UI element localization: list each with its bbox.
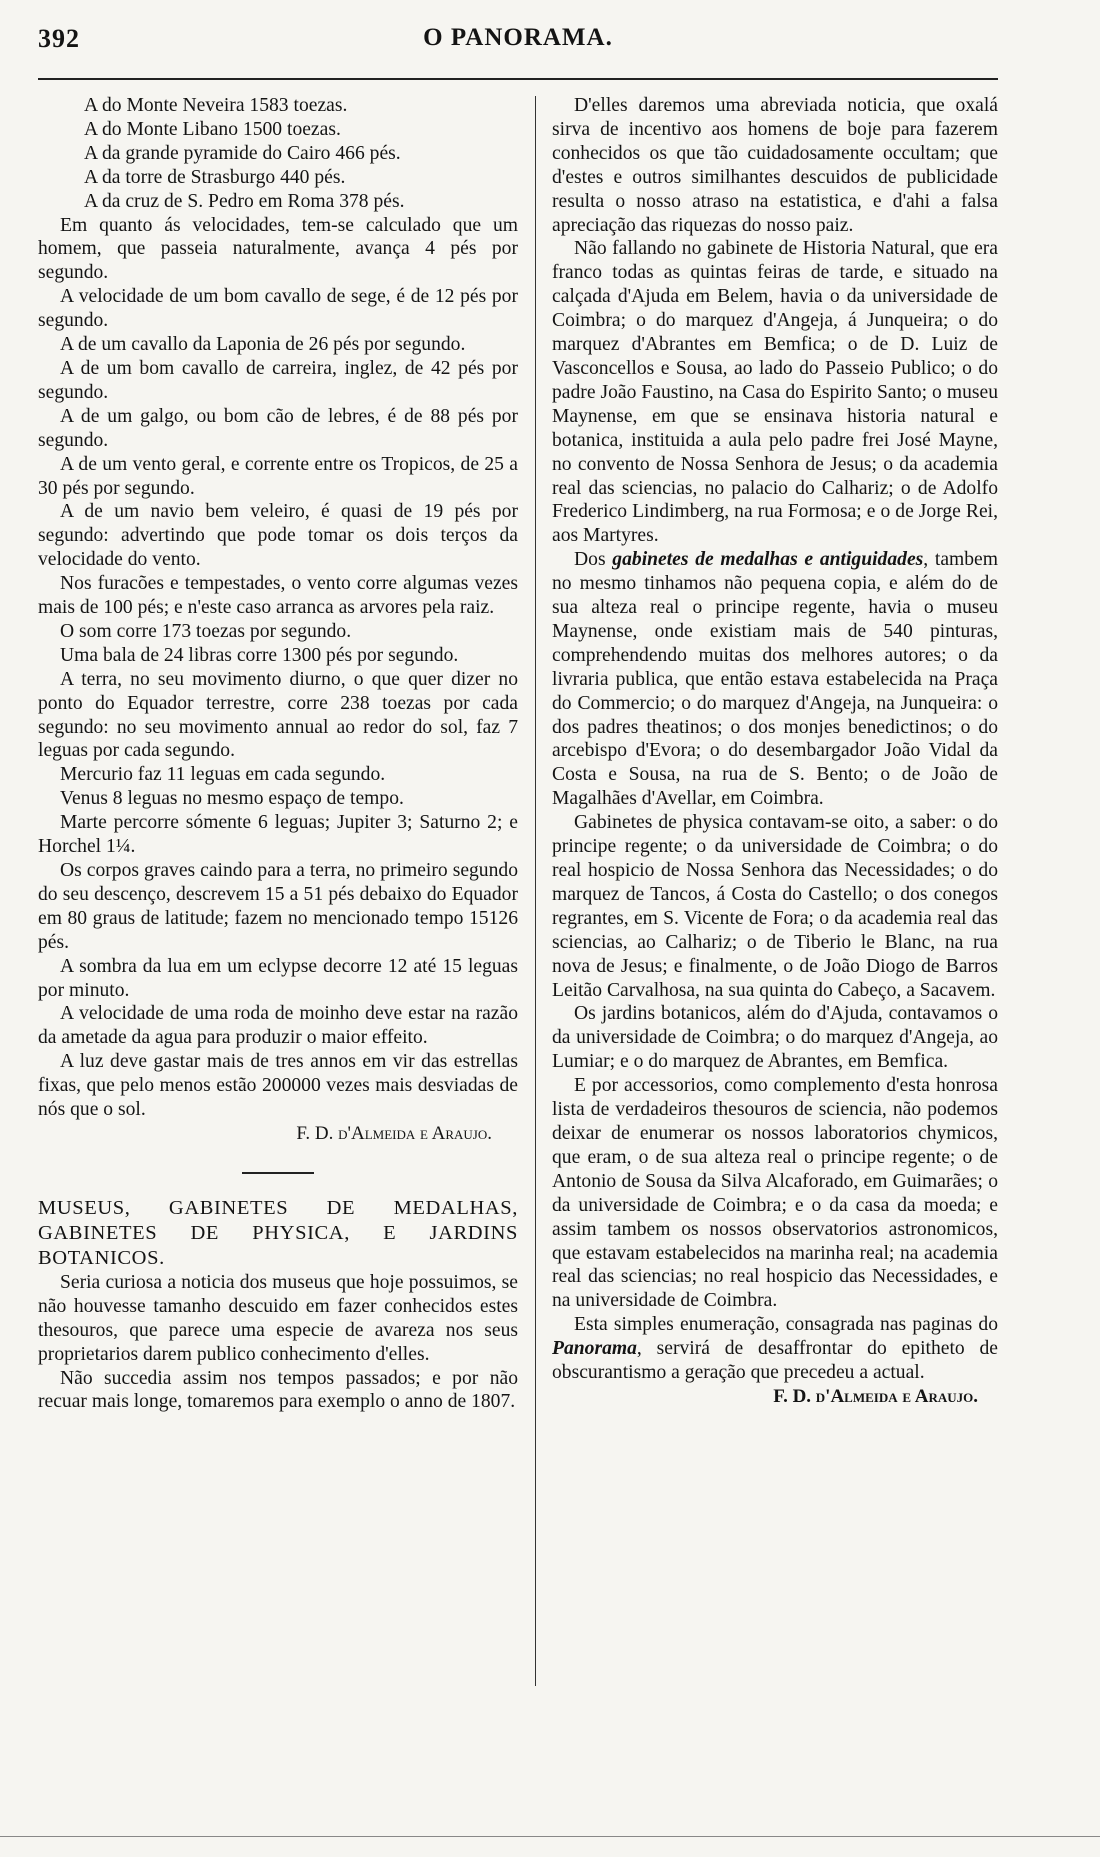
left-column <box>38 94 518 1414</box>
velocity-paragraph: Mercurio faz 11 leguas em cada segundo. <box>60 764 386 786</box>
page-bottom-edge <box>0 1836 1100 1837</box>
velocity-paragraph: Em quanto ás velocidades, tem-se calculado que um homem, que passeia naturalmente, avança 4 pés por segundo. <box>38 214 518 284</box>
journal-title: O PANORAMA. <box>423 24 613 51</box>
height-line: A da grande pyramide do Cairo 466 pés. <box>84 142 401 164</box>
velocity-paragraph: A velocidade de uma roda de moinho deve estar na razão da ametade da agua para produzir o maior effeito. <box>38 1003 518 1049</box>
body-paragraph <box>552 1313 998 1385</box>
velocity-paragraph: Venus 8 leguas no mesmo espaço de tempo. <box>60 788 404 810</box>
velocity-paragraph: A luz deve gastar mais de tres annos em vir das estrellas fixas, que pelo menos estão 200000 vezes mais desviadas de nós que o sol. <box>38 1051 518 1121</box>
section-separator <box>242 1172 314 1174</box>
height-line: A da torre de Strasburgo 440 pés. <box>84 166 346 188</box>
velocity-paragraph: A sombra da lua em um eclypse decorre 12 até 15 leguas por minuto. <box>38 955 518 1001</box>
body-paragraph: E por accessorios, como complemento d'esta honrosa lista de verdadeiros thesouros de sciencia, não podemos deixar de enumerar os nossos laboratorios chymicos, que eram, o de sua alteza real o principe regente; o de Antonio de Sousa da Silva Alcaforado, em Guimarães; o da universidade de Coimbra; e o da casa da moeda; e assim tambem os nossos observatorios astronomicos, que estavam estabelecidos na marinha real; na academia real das sciencias; no real hospicio das Necessidades, e na universidade de Coimbra. <box>552 1075 998 1312</box>
author-signature: F. D. d'Almeida e Araujo. <box>296 1122 492 1144</box>
body-paragraph: D'elles daremos uma abreviada noticia, que oxalá sirva de incentivo aos homens de boje para fazerem conhecidos os que tão cuidadosamente occultam; que d'estes e outros similhantes descuidos de publicidade resulta o nosso atraso na estatistica, e d'ahi a falsa apreciação das riquezas do nosso paiz. <box>552 95 998 236</box>
section-title: MUSEUS, GABINETES DE MEDALHAS, GABINETES DE PHYSICA, E JARDINS BOTANICOS. <box>38 1196 518 1269</box>
body-paragraph: Não fallando no gabinete de Historia Natural, que era franco todas as quintas feiras de tarde, e situado na calçada d'Ajuda em Belem, havia o da universidade de Coimbra; o do marquez d'Angeja, á Junqueira; o do marquez d'Abrantes em Bemfica; o de D. Luiz de Vasconcellos e Sousa, ao lado do Passeio Publico; o do padre João Faustino, na Casa do Espirito Santo; o museu Maynense, em que se ensinava historia natural e botanica, instituida a aula pelo padre frei José Mayne, no convento de Nossa Senhora de Jesus; o da academia real das sciencias, no palacio do Calhariz; o de Adolfo Frederico Lindimberg, na rua Formosa; e o de Jorge Rei, aos Martyres. <box>552 238 998 547</box>
header-rule <box>38 78 998 80</box>
paragraph-lead: Esta simples enumeração, consagrada nas paginas do <box>574 1314 998 1336</box>
velocity-paragraph: A de um galgo, ou bom cão de lebres, é de 88 pés por segundo. <box>38 405 518 451</box>
height-line: A do Monte Neveira 1583 toezas. <box>84 95 348 116</box>
column-divider <box>535 96 536 1686</box>
museum-paragraph: Seria curiosa a noticia dos museus que hoje possuimos, se não houvesse tamanho descuido em fazer conhecidos estes thesouros, que parece uma especie de avareza nos seus proprietarios darem publico conhecimento d'elles. <box>38 1271 518 1365</box>
museum-paragraph: Não succedia assim nos tempos passados; e por não recuar mais longe, tomaremos para exemplo o anno de 1807. <box>38 1367 518 1413</box>
right-column <box>552 94 998 1409</box>
velocity-paragraph: Marte percorre sómente 6 leguas; Jupiter 3; Saturno 2; e Horchel 1¼. <box>38 812 518 858</box>
velocity-paragraph: A de um navio bem veleiro, é quasi de 19 pés por segundo: advertindo que pode tomar os dois terços da velocidade do vento. <box>38 501 518 571</box>
body-paragraph: Os jardins botanicos, além do d'Ajuda, contavamos o da universidade de Coimbra; o do marquez d'Angeja, ao Lumiar; e o do marquez de Abrantes, em Bemfica. <box>552 1003 998 1073</box>
body-paragraph <box>552 548 998 811</box>
paragraph-rest: , tambem no mesmo tinhamos não pequena copia, e além do de sua alteza real o principe regente, havia o museu Maynense, onde existiam mais de 540 pinturas, comprehendendo muitas dos melhores autores; o da livraria publica, que então estava estabelecida na Praça do Commercio; o do marquez d'Angeja, na Junqueira: o dos padres theatinos; o dos monjes benedictinos; o do arcebispo d'Evora; o do desembargador João Vidal da Costa e Sousa, na rua de S. Bento; o de João de Magalhães d'Avellar, em Coimbra. <box>552 549 998 810</box>
paragraph-lead: Dos <box>574 549 613 571</box>
height-line: A da cruz de S. Pedro em Roma 378 pés. <box>84 190 405 212</box>
body-paragraph: Gabinetes de physica contavam-se oito, a saber: o do principe regente; o da universidade de Coimbra; o do real hospicio de Nossa Senhora das Necessidades; o do marquez de Tancos, á Costa do Castello; o dos conegos regrantes, em S. Vicente de Fora; o da academia real das sciencias, ao Calhariz; o de Tiberio le Blanc, na rua nova de Jesus; e finalmente, o de João Diogo de Barros Leitão Carvalhosa, na sua quinta do Cabeço, a Sacavem. <box>552 812 998 1001</box>
velocity-paragraph: Os corpos graves caindo para a terra, no primeiro segundo do seu descenço, descrevem 15 a 51 pés debaixo do Equador em 80 graus de latitude; fazem no mencionado tempo 15126 pés. <box>38 860 518 953</box>
velocity-paragraph: Nos furacões e tempestades, o vento corre algumas vezes mais de 100 pés; e n'este caso arranca as arvores pela raiz. <box>38 573 518 619</box>
velocity-paragraph: A de um cavallo da Laponia de 26 pés por segundo. <box>60 334 466 356</box>
velocity-paragraph: A de um bom cavallo de carreira, inglez, de 42 pés por segundo. <box>38 357 518 403</box>
velocity-paragraph: A de um vento geral, e corrente entre os Tropicos, de 25 a 30 pés por segundo. <box>38 453 518 499</box>
emphasis-text: gabinetes de medalhas e antiguidades <box>612 549 924 571</box>
paragraph-rest: , servirá de desaffrontar do epitheto de obscurantismo a geração que precedeu a actual. <box>552 1338 998 1384</box>
velocity-paragraph: A terra, no seu movimento diurno, o que quer dizer no ponto do Equador terrestre, corre 238 toezas por cada segundo: no seu movimento annual ao redor do sol, faz 7 leguas por cada segundo. <box>38 668 518 762</box>
page-number: 392 <box>38 24 80 53</box>
velocity-paragraph: O som corre 173 toezas por segundo. <box>60 620 352 642</box>
emphasis-text: Panorama <box>552 1338 637 1360</box>
author-signature: F. D. d'Almeida e Araujo. <box>773 1385 978 1407</box>
page-header <box>38 18 998 58</box>
height-line: A do Monte Libano 1500 toezas. <box>84 118 341 140</box>
velocity-paragraph: Uma bala de 24 libras corre 1300 pés por segundo. <box>60 644 459 666</box>
velocity-paragraph: A velocidade de um bom cavallo de sege, é de 12 pés por segundo. <box>38 286 518 332</box>
